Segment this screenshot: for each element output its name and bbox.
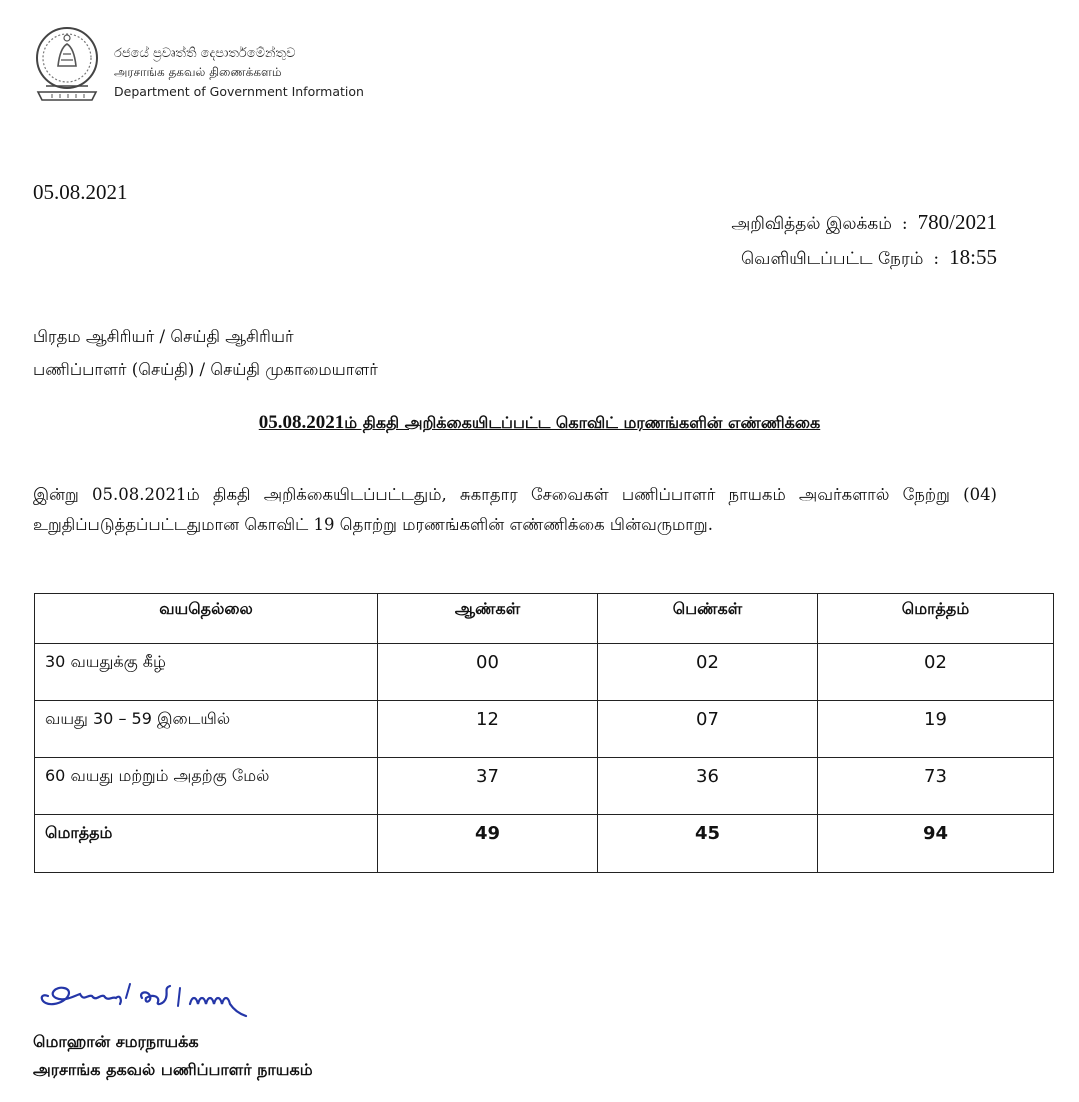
recipient-line-2: பணிப்பாளர் (செய்தி) / செய்தி முகாமையாளர் xyxy=(33,360,378,379)
subject-heading xyxy=(0,412,1079,434)
header-age-group: வயதெல்லை xyxy=(35,594,378,644)
letterhead-text xyxy=(114,44,364,101)
females-cell: 36 xyxy=(598,758,818,815)
letterhead-tamil: அரசாங்க தகவல் திணைக்களம் xyxy=(114,65,282,79)
grand-total-cell: 94 xyxy=(818,815,1054,873)
signer-title: அரசாங்க தகவல் பணிப்பாளர் நாயகம் xyxy=(33,1060,313,1079)
header-females: பெண்கள் xyxy=(598,594,818,644)
total-females-cell: 45 xyxy=(598,815,818,873)
table-header-row xyxy=(35,594,1054,644)
total-cell: 19 xyxy=(818,701,1054,758)
males-cell: 37 xyxy=(378,758,598,815)
age-group-cell: 30 வயதுக்கு கீழ் xyxy=(35,644,378,701)
total-cell: 73 xyxy=(818,758,1054,815)
recipient-line-1: பிரதம ஆசிரியர் / செய்தி ஆசிரியர் xyxy=(33,327,294,346)
table-row xyxy=(35,758,1054,815)
table-total-row xyxy=(35,815,1054,873)
release-number-label: அறிவித்தல் இலக்கம் xyxy=(731,214,892,234)
release-time-label: வெளியிடப்பட்ட நேரம் xyxy=(740,249,924,269)
body-paragraph: இன்று 05.08.2021ம் திகதி அறிக்கையிடப்பட்டதும், சுகாதார சேவைகள் பணிப்பாளர் நாயகம் அவர்களால் நேற்று (04) உறுதிப்படுத்தப்பட்டதுமான கொவிட் 19 தொற்று மரணங்களின் எண்ணிக்கை பின்வருமாறு. xyxy=(33,485,997,534)
subject-text: ம் திகதி அறிக்கையிடப்பட்ட கொவிட் மரணங்களின் எண்ணிக்கை xyxy=(344,413,821,432)
release-number-separator: : xyxy=(901,214,908,234)
age-group-cell: 60 வயது மற்றும் அதற்கு மேல் xyxy=(35,758,378,815)
age-group-cell: வயது 30 – 59 இடையில் xyxy=(35,701,378,758)
release-number-line xyxy=(731,206,997,241)
header-males: ஆண்கள் xyxy=(378,594,598,644)
total-label-cell: மொத்தம் xyxy=(35,815,378,873)
release-number-value: 780/2021 xyxy=(917,210,997,234)
males-cell: 12 xyxy=(378,701,598,758)
letterhead-english: Department of Government Information xyxy=(114,84,364,99)
deaths-table xyxy=(34,593,1054,873)
letterhead xyxy=(28,14,448,114)
signature xyxy=(34,974,324,1034)
total-males-cell: 49 xyxy=(378,815,598,873)
table-row xyxy=(35,644,1054,701)
sri-lanka-emblem-icon xyxy=(28,14,106,110)
release-meta xyxy=(731,206,997,276)
release-time-separator: : xyxy=(933,249,940,269)
document-date: 05.08.2021 xyxy=(33,180,128,204)
subject-date: 05.08.2021 xyxy=(258,412,345,433)
males-cell: 00 xyxy=(378,644,598,701)
letterhead-sinhala: රජයේ ප්‍රවෘත්ති දෙපාර්තමේන්තුව xyxy=(114,46,296,61)
release-time-value: 18:55 xyxy=(949,245,997,269)
table-row xyxy=(35,701,1054,758)
females-cell: 02 xyxy=(598,644,818,701)
signer-name: மொஹான் சமரநாயக்க xyxy=(33,1032,199,1051)
release-time-line xyxy=(731,241,997,276)
recipients xyxy=(33,320,378,386)
header-total: மொத்தம் xyxy=(818,594,1054,644)
females-cell: 07 xyxy=(598,701,818,758)
signer-block xyxy=(33,1028,313,1084)
total-cell: 02 xyxy=(818,644,1054,701)
